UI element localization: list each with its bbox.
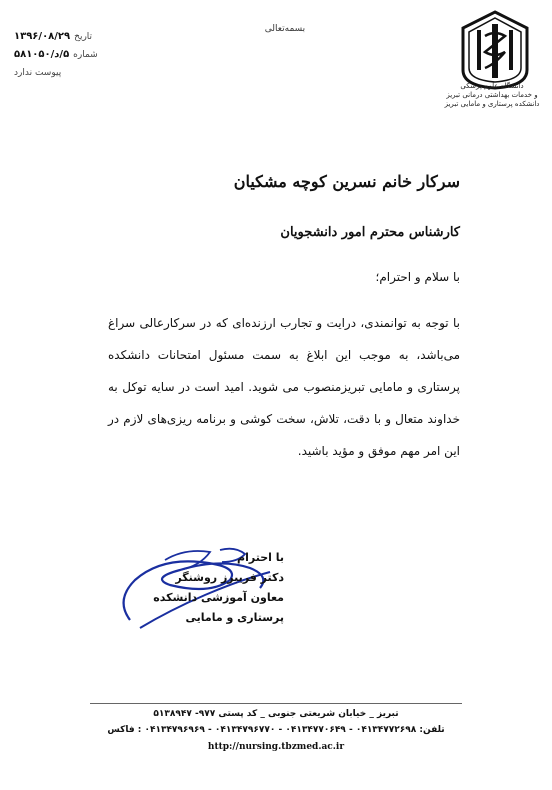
signer-title: پرستاری و مامایی bbox=[185, 611, 284, 624]
footer-address: تبریز _ خیابان شریعتی جنوبی _ کد پستی ۹۷۷- ۵۱۳۸۹۴۷ bbox=[153, 709, 399, 719]
date-row bbox=[14, 28, 134, 46]
attachment-label: پیوست ندارد bbox=[14, 68, 62, 78]
footer-website-link[interactable]: http://nursing.tbzmed.ac.ir bbox=[207, 742, 345, 752]
signer-name: دکتر فریبرز روشنگر bbox=[175, 571, 284, 584]
number-label: شماره bbox=[73, 50, 98, 60]
footer-phones: تلفن: ۰۴۱۳۴۷۷۲۶۹۸ - ۰۴۱۳۴۷۷۰۶۴۹ - ۰۴۱۳۴۷۹۶۷۷۰ - ۰۴۱۳۴۷۹۶۹۶۹ : فاکس bbox=[107, 725, 445, 735]
date-value: ۱۳۹۶/۰۸/۲۹ bbox=[14, 31, 71, 42]
signer-title: معاون آموزشی دانشکده bbox=[153, 591, 284, 604]
logo-caption-line: دانشکده پرستاری و مامایی تبریز bbox=[444, 100, 540, 108]
closing: با احترام bbox=[237, 551, 284, 564]
logo-caption-line: و خدمات بهداشتی درمانی تبریز bbox=[446, 91, 538, 99]
number-row bbox=[14, 46, 134, 64]
attachment-row bbox=[14, 64, 134, 82]
recipient-position: کارشناس محترم امور دانشجویان bbox=[280, 225, 460, 240]
basmala: بسمه‌تعالی bbox=[264, 24, 306, 34]
footer-divider bbox=[90, 703, 462, 704]
greeting: با سلام و احترام؛ bbox=[375, 270, 460, 284]
signature-block bbox=[124, 548, 284, 628]
logo-caption-line: دانشگاه علوم پزشکی bbox=[460, 82, 524, 90]
recipient-name: سرکار خانم نسرین کوچه مشکیان bbox=[233, 172, 460, 191]
number-value: ۵/د/۵۸۱۰۵۰ bbox=[14, 49, 70, 60]
logo-caption bbox=[440, 82, 544, 109]
date-label: تاریخ bbox=[74, 32, 93, 42]
letter-meta bbox=[14, 28, 134, 82]
letter-body: با توجه به توانمندی، درایت و تجارب ارزنده‌ای که در سرکارعالی سراغ می‌باشد، به موجب این ابلاغ به سمت مسئول امتحانات دانشکده پرستاری و مامایی تبریزمنصوب می شوید. امید است در سایه توکل به خداوند متعال و با دقت، تلاش، سخت کوشی و برنامه ریزی‌های لازم در این امر مهم موفق و مؤید باشید. bbox=[108, 316, 460, 458]
